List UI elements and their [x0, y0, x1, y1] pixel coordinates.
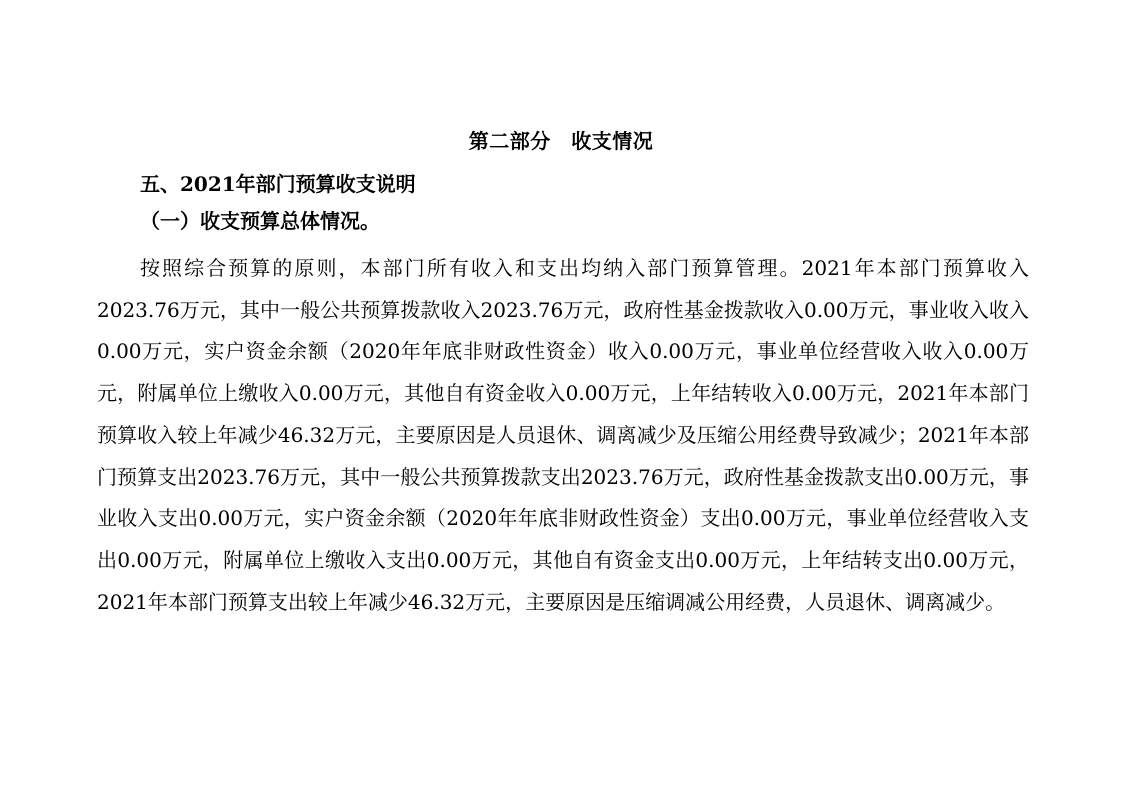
body-paragraph: 按照综合预算的原则，本部门所有收入和支出均纳入部门预算管理。2021年本部门预算收入2023.76万元，其中一般公共预算拨款收入2023.76万元，政府性基金拨款收入0.00万元，事业收入收入0.00万元，实户资金余额（2020年年底非财政性资金）收入0.00万元，事业单位经营收入收入0.00万元，附属单位上缴收入0.00万元，其他自有资金收入0.00万元，上年结转收入0.00万元，2021年本部门预算收入较上年减少46.32万元，主要原因是人员退休、调离减少及压缩公用经费导致减少；2021年本部门预算支出2023.76万元，其中一般公共预算拨款支出2023.76万元，政府性基金拨款支出0.00万元，事业收入支出0.00万元，实户资金余额（2020年年底非财政性资金）支出0.00万元，事业单位经营收入支出0.00万元，附属单位上缴收入支出0.00万元，其他自有资金支出0.00万元，上年结转支出0.00万元，2021年本部门预算支出较上年减少46.32万元，主要原因是压缩调减公用经费，人员退休、调离减少。 [97, 256, 1029, 614]
sub-heading: （一）收支预算总体情况。 [140, 209, 380, 233]
section-heading: 五、2021年部门预算收支说明 [140, 172, 416, 196]
part-title: 第二部分 收支情况 [468, 129, 654, 153]
